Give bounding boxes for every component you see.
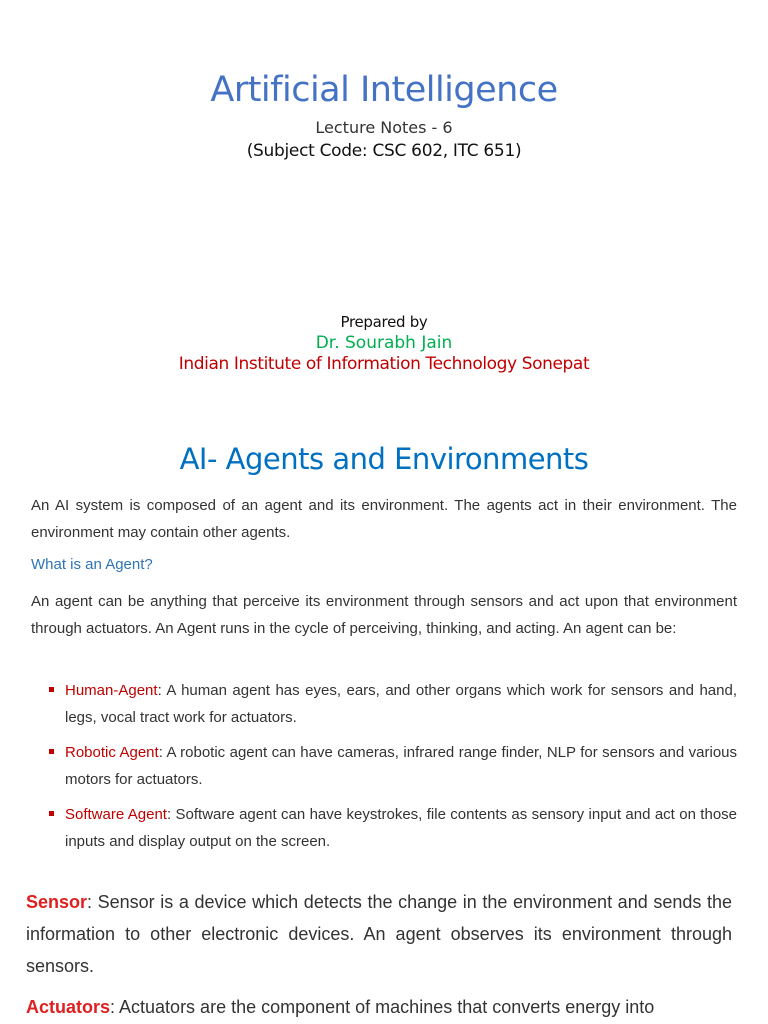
agent-term: Software Agent <box>65 806 167 823</box>
actuators-paragraph <box>26 991 732 1023</box>
author-name: Dr. Sourabh Jain <box>315 333 453 353</box>
actuators-description: : Actuators are the component of machines that converts energy into <box>110 997 655 1017</box>
section-title: AI- Agents and Environments <box>179 442 589 476</box>
sensor-term: Sensor <box>26 892 88 912</box>
agent-term: Human-Agent <box>65 682 158 699</box>
agent-description: : A robotic agent can have cameras, infrared range finder, NLP for sensors and various motors for actuators. <box>65 744 738 788</box>
agent-description: : A human agent has eyes, ears, and other organs which work for sensors and hand, legs, vocal tract work for actuators. <box>65 682 737 726</box>
bullet-square-icon <box>49 687 54 692</box>
agent-description: : Software agent can have keystrokes, file contents as sensory input and act on those inputs and display output on the screen. <box>65 806 737 850</box>
list-item <box>49 739 737 793</box>
document-title: Artificial Intelligence <box>210 70 558 110</box>
prepared-by-label: Prepared by <box>340 313 428 331</box>
agent-types-list <box>49 677 737 863</box>
bullet-square-icon <box>49 811 54 816</box>
lecture-number: Lecture Notes - 6 <box>315 118 453 137</box>
sensor-paragraph <box>26 886 732 982</box>
sensor-description: : Sensor is a device which detects the change in the environment and sends the information to other electronic devices. An agent observes its environment through sensors. <box>26 892 732 976</box>
bullet-square-icon <box>49 749 54 754</box>
institute-name: Indian Institute of Information Technology Sonepat <box>178 354 590 374</box>
agent-term: Robotic Agent <box>65 744 159 761</box>
list-item <box>49 801 737 855</box>
agent-definition-paragraph: An agent can be anything that perceive its environment through sensors and act upon that environment through actuators. An Agent runs in the cycle of perceiving, thinking, and acting. An agent can be: <box>31 593 737 637</box>
intro-paragraph: An AI system is composed of an agent and its environment. The agents act in their environment. The environment may contain other agents. <box>31 497 737 541</box>
subject-code: (Subject Code: CSC 602, ITC 651) <box>246 141 522 161</box>
agent-question-heading: What is an Agent? <box>31 556 153 573</box>
list-item <box>49 677 737 731</box>
actuators-term: Actuators <box>26 997 111 1017</box>
